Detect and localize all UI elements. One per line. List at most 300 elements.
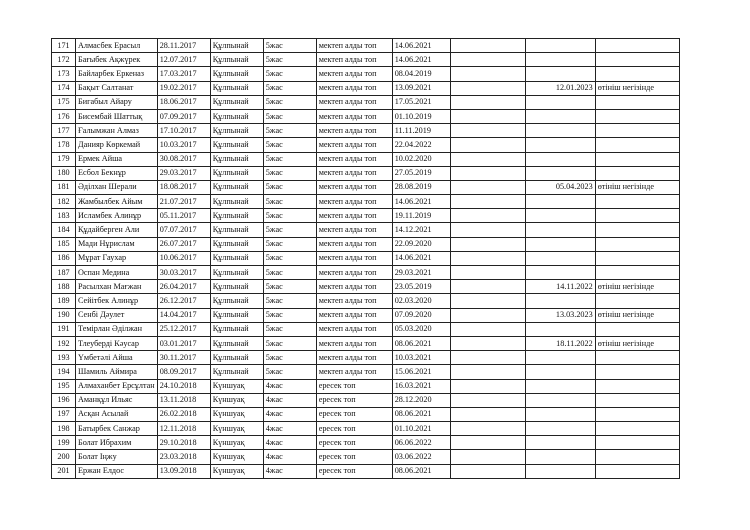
group-name-cell: Құлпынай xyxy=(210,351,263,365)
admission-date-cell: 19.11.2019 xyxy=(392,209,450,223)
group-type-cell: мектеп алды топ xyxy=(316,209,392,223)
empty-cell xyxy=(450,95,525,109)
row-number-cell: 201 xyxy=(52,464,76,478)
group-type-cell: мектеп алды топ xyxy=(316,53,392,67)
leave-date-cell xyxy=(525,294,595,308)
child-name-cell: Темірлан Әділжан xyxy=(76,322,158,336)
leave-reason-cell xyxy=(595,95,679,109)
admission-date-cell: 14.12.2021 xyxy=(392,223,450,237)
table-row xyxy=(52,365,680,379)
age-cell: 5жас xyxy=(263,237,316,251)
group-name-cell: Құлпынай xyxy=(210,152,263,166)
empty-cell xyxy=(450,166,525,180)
leave-date-cell xyxy=(525,39,595,53)
child-name-cell: Мұрат Гаухар xyxy=(76,251,158,265)
leave-date-cell xyxy=(525,407,595,421)
row-number-cell: 191 xyxy=(52,322,76,336)
birth-date-cell: 17.03.2017 xyxy=(157,67,210,81)
age-cell: 5жас xyxy=(263,95,316,109)
group-name-cell: Күншуақ xyxy=(210,464,263,478)
birth-date-cell: 26.02.2018 xyxy=(157,407,210,421)
table-body xyxy=(52,39,680,479)
birth-date-cell: 13.09.2018 xyxy=(157,464,210,478)
leave-reason-cell xyxy=(595,53,679,67)
leave-date-cell xyxy=(525,322,595,336)
row-number-cell: 173 xyxy=(52,67,76,81)
group-name-cell: Күншуақ xyxy=(210,407,263,421)
age-cell: 5жас xyxy=(263,39,316,53)
age-cell: 5жас xyxy=(263,166,316,180)
row-number-cell: 179 xyxy=(52,152,76,166)
admission-date-cell: 17.05.2021 xyxy=(392,95,450,109)
table-row xyxy=(52,422,680,436)
table-row xyxy=(52,209,680,223)
row-number-cell: 192 xyxy=(52,336,76,350)
child-name-cell: Алмасбек Ерасыл xyxy=(76,39,158,53)
leave-reason-cell xyxy=(595,166,679,180)
age-cell: 4жас xyxy=(263,379,316,393)
child-name-cell: Сенбі Дәулет xyxy=(76,308,158,322)
birth-date-cell: 24.10.2018 xyxy=(157,379,210,393)
leave-reason-cell: өтініш негізінде xyxy=(595,81,679,95)
birth-date-cell: 30.03.2017 xyxy=(157,266,210,280)
age-cell: 4жас xyxy=(263,393,316,407)
leave-date-cell xyxy=(525,95,595,109)
birth-date-cell: 08.09.2017 xyxy=(157,365,210,379)
row-number-cell: 181 xyxy=(52,180,76,194)
child-name-cell: Ержан Елдос xyxy=(76,464,158,478)
admission-date-cell: 29.03.2021 xyxy=(392,266,450,280)
group-type-cell: мектеп алды топ xyxy=(316,365,392,379)
group-name-cell: Құлпынай xyxy=(210,237,263,251)
birth-date-cell: 05.11.2017 xyxy=(157,209,210,223)
row-number-cell: 199 xyxy=(52,436,76,450)
empty-cell xyxy=(450,81,525,95)
leave-date-cell: 14.11.2022 xyxy=(525,280,595,294)
age-cell: 5жас xyxy=(263,280,316,294)
table-row xyxy=(52,280,680,294)
birth-date-cell: 26.07.2017 xyxy=(157,237,210,251)
age-cell: 5жас xyxy=(263,351,316,365)
group-name-cell: Құлпынай xyxy=(210,308,263,322)
birth-date-cell: 30.11.2017 xyxy=(157,351,210,365)
group-name-cell: Құлпынай xyxy=(210,81,263,95)
empty-cell xyxy=(450,336,525,350)
empty-cell xyxy=(450,393,525,407)
group-name-cell: Құлпынай xyxy=(210,294,263,308)
age-cell: 5жас xyxy=(263,67,316,81)
row-number-cell: 171 xyxy=(52,39,76,53)
admission-date-cell: 27.05.2019 xyxy=(392,166,450,180)
table-row xyxy=(52,124,680,138)
admission-date-cell: 01.10.2019 xyxy=(392,109,450,123)
admission-date-cell: 07.09.2020 xyxy=(392,308,450,322)
admission-date-cell: 23.05.2019 xyxy=(392,280,450,294)
group-type-cell: мектеп алды топ xyxy=(316,195,392,209)
child-name-cell: Расылхан Мағжан xyxy=(76,280,158,294)
group-type-cell: мектеп алды топ xyxy=(316,237,392,251)
admission-date-cell: 22.04.2022 xyxy=(392,138,450,152)
age-cell: 4жас xyxy=(263,464,316,478)
leave-reason-cell xyxy=(595,124,679,138)
leave-date-cell xyxy=(525,393,595,407)
empty-cell xyxy=(450,308,525,322)
child-name-cell: Оспан Медина xyxy=(76,266,158,280)
child-name-cell: Бағыбек Ақжүрек xyxy=(76,53,158,67)
age-cell: 5жас xyxy=(263,322,316,336)
table-row xyxy=(52,336,680,350)
row-number-cell: 183 xyxy=(52,209,76,223)
admission-date-cell: 15.06.2021 xyxy=(392,365,450,379)
leave-date-cell xyxy=(525,450,595,464)
table-row xyxy=(52,81,680,95)
leave-date-cell: 18.11.2022 xyxy=(525,336,595,350)
table-row xyxy=(52,351,680,365)
leave-date-cell xyxy=(525,53,595,67)
group-type-cell: мектеп алды топ xyxy=(316,308,392,322)
group-type-cell: ересек топ xyxy=(316,393,392,407)
leave-date-cell xyxy=(525,351,595,365)
empty-cell xyxy=(450,180,525,194)
age-cell: 5жас xyxy=(263,251,316,265)
admission-date-cell: 22.09.2020 xyxy=(392,237,450,251)
row-number-cell: 185 xyxy=(52,237,76,251)
table-row xyxy=(52,322,680,336)
group-type-cell: мектеп алды топ xyxy=(316,166,392,180)
admission-date-cell: 28.08.2019 xyxy=(392,180,450,194)
leave-date-cell xyxy=(525,67,595,81)
leave-date-cell: 13.03.2023 xyxy=(525,308,595,322)
group-name-cell: Құлпынай xyxy=(210,280,263,294)
empty-cell xyxy=(450,109,525,123)
row-number-cell: 178 xyxy=(52,138,76,152)
group-type-cell: мектеп алды топ xyxy=(316,95,392,109)
leave-date-cell xyxy=(525,379,595,393)
admission-date-cell: 28.12.2020 xyxy=(392,393,450,407)
table-row xyxy=(52,95,680,109)
group-name-cell: Құлпынай xyxy=(210,180,263,194)
child-name-cell: Үмбетәлі Айша xyxy=(76,351,158,365)
birth-date-cell: 03.01.2017 xyxy=(157,336,210,350)
group-type-cell: мектеп алды топ xyxy=(316,294,392,308)
leave-date-cell xyxy=(525,166,595,180)
empty-cell xyxy=(450,464,525,478)
age-cell: 4жас xyxy=(263,407,316,421)
empty-cell xyxy=(450,280,525,294)
group-type-cell: мектеп алды топ xyxy=(316,152,392,166)
leave-reason-cell xyxy=(595,393,679,407)
leave-reason-cell xyxy=(595,39,679,53)
admission-date-cell: 14.06.2021 xyxy=(392,39,450,53)
leave-date-cell xyxy=(525,464,595,478)
leave-reason-cell: өтініш негізінде xyxy=(595,336,679,350)
table-row xyxy=(52,393,680,407)
table-row xyxy=(52,294,680,308)
table-row xyxy=(52,436,680,450)
group-name-cell: Күншуақ xyxy=(210,379,263,393)
child-name-cell: Данияр Көркемай xyxy=(76,138,158,152)
row-number-cell: 175 xyxy=(52,95,76,109)
leave-reason-cell xyxy=(595,422,679,436)
group-type-cell: ересек топ xyxy=(316,450,392,464)
admission-date-cell: 11.11.2019 xyxy=(392,124,450,138)
birth-date-cell: 12.11.2018 xyxy=(157,422,210,436)
empty-cell xyxy=(450,209,525,223)
row-number-cell: 194 xyxy=(52,365,76,379)
birth-date-cell: 10.03.2017 xyxy=(157,138,210,152)
group-name-cell: Құлпынай xyxy=(210,95,263,109)
table-row xyxy=(52,67,680,81)
admission-date-cell: 14.06.2021 xyxy=(392,251,450,265)
child-name-cell: Бисембай Шаттық xyxy=(76,109,158,123)
leave-date-cell xyxy=(525,266,595,280)
leave-date-cell xyxy=(525,436,595,450)
row-number-cell: 197 xyxy=(52,407,76,421)
group-name-cell: Күншуақ xyxy=(210,422,263,436)
child-name-cell: Есбол Бекнұр xyxy=(76,166,158,180)
child-name-cell: Ермек Айша xyxy=(76,152,158,166)
row-number-cell: 177 xyxy=(52,124,76,138)
admission-date-cell: 03.06.2022 xyxy=(392,450,450,464)
leave-date-cell xyxy=(525,109,595,123)
birth-date-cell: 10.06.2017 xyxy=(157,251,210,265)
group-type-cell: ересек топ xyxy=(316,422,392,436)
group-type-cell: ересек топ xyxy=(316,379,392,393)
group-name-cell: Құлпынай xyxy=(210,322,263,336)
row-number-cell: 180 xyxy=(52,166,76,180)
leave-reason-cell: өтініш негізінде xyxy=(595,280,679,294)
leave-date-cell xyxy=(525,195,595,209)
admission-date-cell: 13.09.2021 xyxy=(392,81,450,95)
row-number-cell: 189 xyxy=(52,294,76,308)
leave-date-cell xyxy=(525,422,595,436)
group-type-cell: мектеп алды топ xyxy=(316,223,392,237)
leave-reason-cell xyxy=(595,365,679,379)
group-type-cell: мектеп алды топ xyxy=(316,124,392,138)
birth-date-cell: 29.10.2018 xyxy=(157,436,210,450)
admission-date-cell: 08.04.2019 xyxy=(392,67,450,81)
empty-cell xyxy=(450,266,525,280)
birth-date-cell: 07.09.2017 xyxy=(157,109,210,123)
admission-date-cell: 14.06.2021 xyxy=(392,195,450,209)
child-name-cell: Батырбек Санжар xyxy=(76,422,158,436)
table-row xyxy=(52,464,680,478)
child-name-cell: Исламбек Алинұр xyxy=(76,209,158,223)
row-number-cell: 172 xyxy=(52,53,76,67)
group-type-cell: мектеп алды топ xyxy=(316,39,392,53)
age-cell: 5жас xyxy=(263,81,316,95)
group-name-cell: Құлпынай xyxy=(210,223,263,237)
child-name-cell: Болат Іңжу xyxy=(76,450,158,464)
birth-date-cell: 23.03.2018 xyxy=(157,450,210,464)
row-number-cell: 176 xyxy=(52,109,76,123)
child-name-cell: Сейітбек Алинұр xyxy=(76,294,158,308)
table-row xyxy=(52,237,680,251)
leave-reason-cell xyxy=(595,251,679,265)
group-name-cell: Құлпынай xyxy=(210,365,263,379)
child-name-cell: Құдайберген Али xyxy=(76,223,158,237)
age-cell: 5жас xyxy=(263,308,316,322)
leave-date-cell xyxy=(525,138,595,152)
empty-cell xyxy=(450,138,525,152)
empty-cell xyxy=(450,39,525,53)
leave-reason-cell: өтініш негізінде xyxy=(595,308,679,322)
age-cell: 5жас xyxy=(263,336,316,350)
row-number-cell: 200 xyxy=(52,450,76,464)
row-number-cell: 195 xyxy=(52,379,76,393)
birth-date-cell: 29.03.2017 xyxy=(157,166,210,180)
group-name-cell: Құлпынай xyxy=(210,336,263,350)
leave-reason-cell xyxy=(595,237,679,251)
leave-reason-cell xyxy=(595,109,679,123)
child-name-cell: Болат Ибрахим xyxy=(76,436,158,450)
admission-date-cell: 10.02.2020 xyxy=(392,152,450,166)
leave-reason-cell xyxy=(595,266,679,280)
table-row xyxy=(52,109,680,123)
birth-date-cell: 12.07.2017 xyxy=(157,53,210,67)
row-number-cell: 187 xyxy=(52,266,76,280)
group-type-cell: мектеп алды топ xyxy=(316,251,392,265)
child-name-cell: Бақыт Салтанат xyxy=(76,81,158,95)
leave-date-cell: 12.01.2023 xyxy=(525,81,595,95)
group-type-cell: мектеп алды топ xyxy=(316,266,392,280)
group-type-cell: мектеп алды топ xyxy=(316,322,392,336)
table-row xyxy=(52,379,680,393)
table-row xyxy=(52,308,680,322)
row-number-cell: 174 xyxy=(52,81,76,95)
child-name-cell: Алмаханбет Ерсұлтан xyxy=(76,379,158,393)
age-cell: 5жас xyxy=(263,209,316,223)
table-row xyxy=(52,39,680,53)
empty-cell xyxy=(450,422,525,436)
row-number-cell: 186 xyxy=(52,251,76,265)
birth-date-cell: 28.11.2017 xyxy=(157,39,210,53)
age-cell: 5жас xyxy=(263,152,316,166)
row-number-cell: 184 xyxy=(52,223,76,237)
group-name-cell: Күншуақ xyxy=(210,436,263,450)
age-cell: 4жас xyxy=(263,422,316,436)
birth-date-cell: 13.11.2018 xyxy=(157,393,210,407)
group-name-cell: Құлпынай xyxy=(210,138,263,152)
birth-date-cell: 30.08.2017 xyxy=(157,152,210,166)
table-row xyxy=(52,166,680,180)
leave-date-cell xyxy=(525,152,595,166)
admission-date-cell: 05.03.2020 xyxy=(392,322,450,336)
leave-reason-cell xyxy=(595,152,679,166)
group-type-cell: мектеп алды топ xyxy=(316,351,392,365)
age-cell: 4жас xyxy=(263,436,316,450)
empty-cell xyxy=(450,152,525,166)
birth-date-cell: 26.04.2017 xyxy=(157,280,210,294)
child-name-cell: Байларбек Еркеназ xyxy=(76,67,158,81)
table-row xyxy=(52,152,680,166)
group-type-cell: ересек топ xyxy=(316,407,392,421)
leave-reason-cell xyxy=(595,209,679,223)
empty-cell xyxy=(450,379,525,393)
empty-cell xyxy=(450,251,525,265)
group-type-cell: ересек топ xyxy=(316,436,392,450)
child-name-cell: Жамбылбек Айым xyxy=(76,195,158,209)
age-cell: 5жас xyxy=(263,109,316,123)
birth-date-cell: 14.04.2017 xyxy=(157,308,210,322)
leave-date-cell xyxy=(525,251,595,265)
admission-date-cell: 08.06.2021 xyxy=(392,407,450,421)
group-name-cell: Құлпынай xyxy=(210,67,263,81)
table-row xyxy=(52,223,680,237)
child-name-cell: Әділхан Шерали xyxy=(76,180,158,194)
leave-reason-cell xyxy=(595,464,679,478)
group-name-cell: Құлпынай xyxy=(210,209,263,223)
group-name-cell: Құлпынай xyxy=(210,109,263,123)
birth-date-cell: 07.07.2017 xyxy=(157,223,210,237)
group-type-cell: мектеп алды топ xyxy=(316,81,392,95)
table-row xyxy=(52,138,680,152)
birth-date-cell: 17.10.2017 xyxy=(157,124,210,138)
empty-cell xyxy=(450,223,525,237)
leave-reason-cell xyxy=(595,67,679,81)
group-name-cell: Құлпынай xyxy=(210,195,263,209)
leave-reason-cell xyxy=(595,322,679,336)
group-name-cell: Құлпынай xyxy=(210,39,263,53)
empty-cell xyxy=(450,53,525,67)
admission-date-cell: 14.06.2021 xyxy=(392,53,450,67)
leave-reason-cell xyxy=(595,407,679,421)
leave-reason-cell xyxy=(595,195,679,209)
age-cell: 5жас xyxy=(263,124,316,138)
leave-reason-cell xyxy=(595,138,679,152)
table-row xyxy=(52,180,680,194)
leave-reason-cell xyxy=(595,379,679,393)
admission-date-cell: 08.06.2021 xyxy=(392,336,450,350)
admission-date-cell: 10.03.2021 xyxy=(392,351,450,365)
leave-reason-cell xyxy=(595,294,679,308)
table-row xyxy=(52,53,680,67)
empty-cell xyxy=(450,237,525,251)
row-number-cell: 196 xyxy=(52,393,76,407)
birth-date-cell: 19.02.2017 xyxy=(157,81,210,95)
birth-date-cell: 26.12.2017 xyxy=(157,294,210,308)
age-cell: 5жас xyxy=(263,138,316,152)
row-number-cell: 182 xyxy=(52,195,76,209)
child-name-cell: Асқан Асылай xyxy=(76,407,158,421)
row-number-cell: 188 xyxy=(52,280,76,294)
group-type-cell: мектеп алды топ xyxy=(316,109,392,123)
leave-reason-cell xyxy=(595,223,679,237)
leave-reason-cell xyxy=(595,351,679,365)
leave-date-cell xyxy=(525,223,595,237)
age-cell: 5жас xyxy=(263,365,316,379)
group-name-cell: Құлпынай xyxy=(210,251,263,265)
row-number-cell: 190 xyxy=(52,308,76,322)
age-cell: 5жас xyxy=(263,195,316,209)
row-number-cell: 198 xyxy=(52,422,76,436)
child-name-cell: Ғалымжан Алмаз xyxy=(76,124,158,138)
group-type-cell: мектеп алды топ xyxy=(316,336,392,350)
birth-date-cell: 25.12.2017 xyxy=(157,322,210,336)
age-cell: 5жас xyxy=(263,266,316,280)
child-name-cell: Мади Нұрислам xyxy=(76,237,158,251)
child-name-cell: Бигабыл Айару xyxy=(76,95,158,109)
empty-cell xyxy=(450,365,525,379)
empty-cell xyxy=(450,322,525,336)
birth-date-cell: 18.08.2017 xyxy=(157,180,210,194)
child-name-cell: Аманқұл Ильяс xyxy=(76,393,158,407)
empty-cell xyxy=(450,67,525,81)
row-number-cell: 193 xyxy=(52,351,76,365)
leave-reason-cell xyxy=(595,436,679,450)
group-type-cell: мектеп алды топ xyxy=(316,138,392,152)
age-cell: 5жас xyxy=(263,180,316,194)
